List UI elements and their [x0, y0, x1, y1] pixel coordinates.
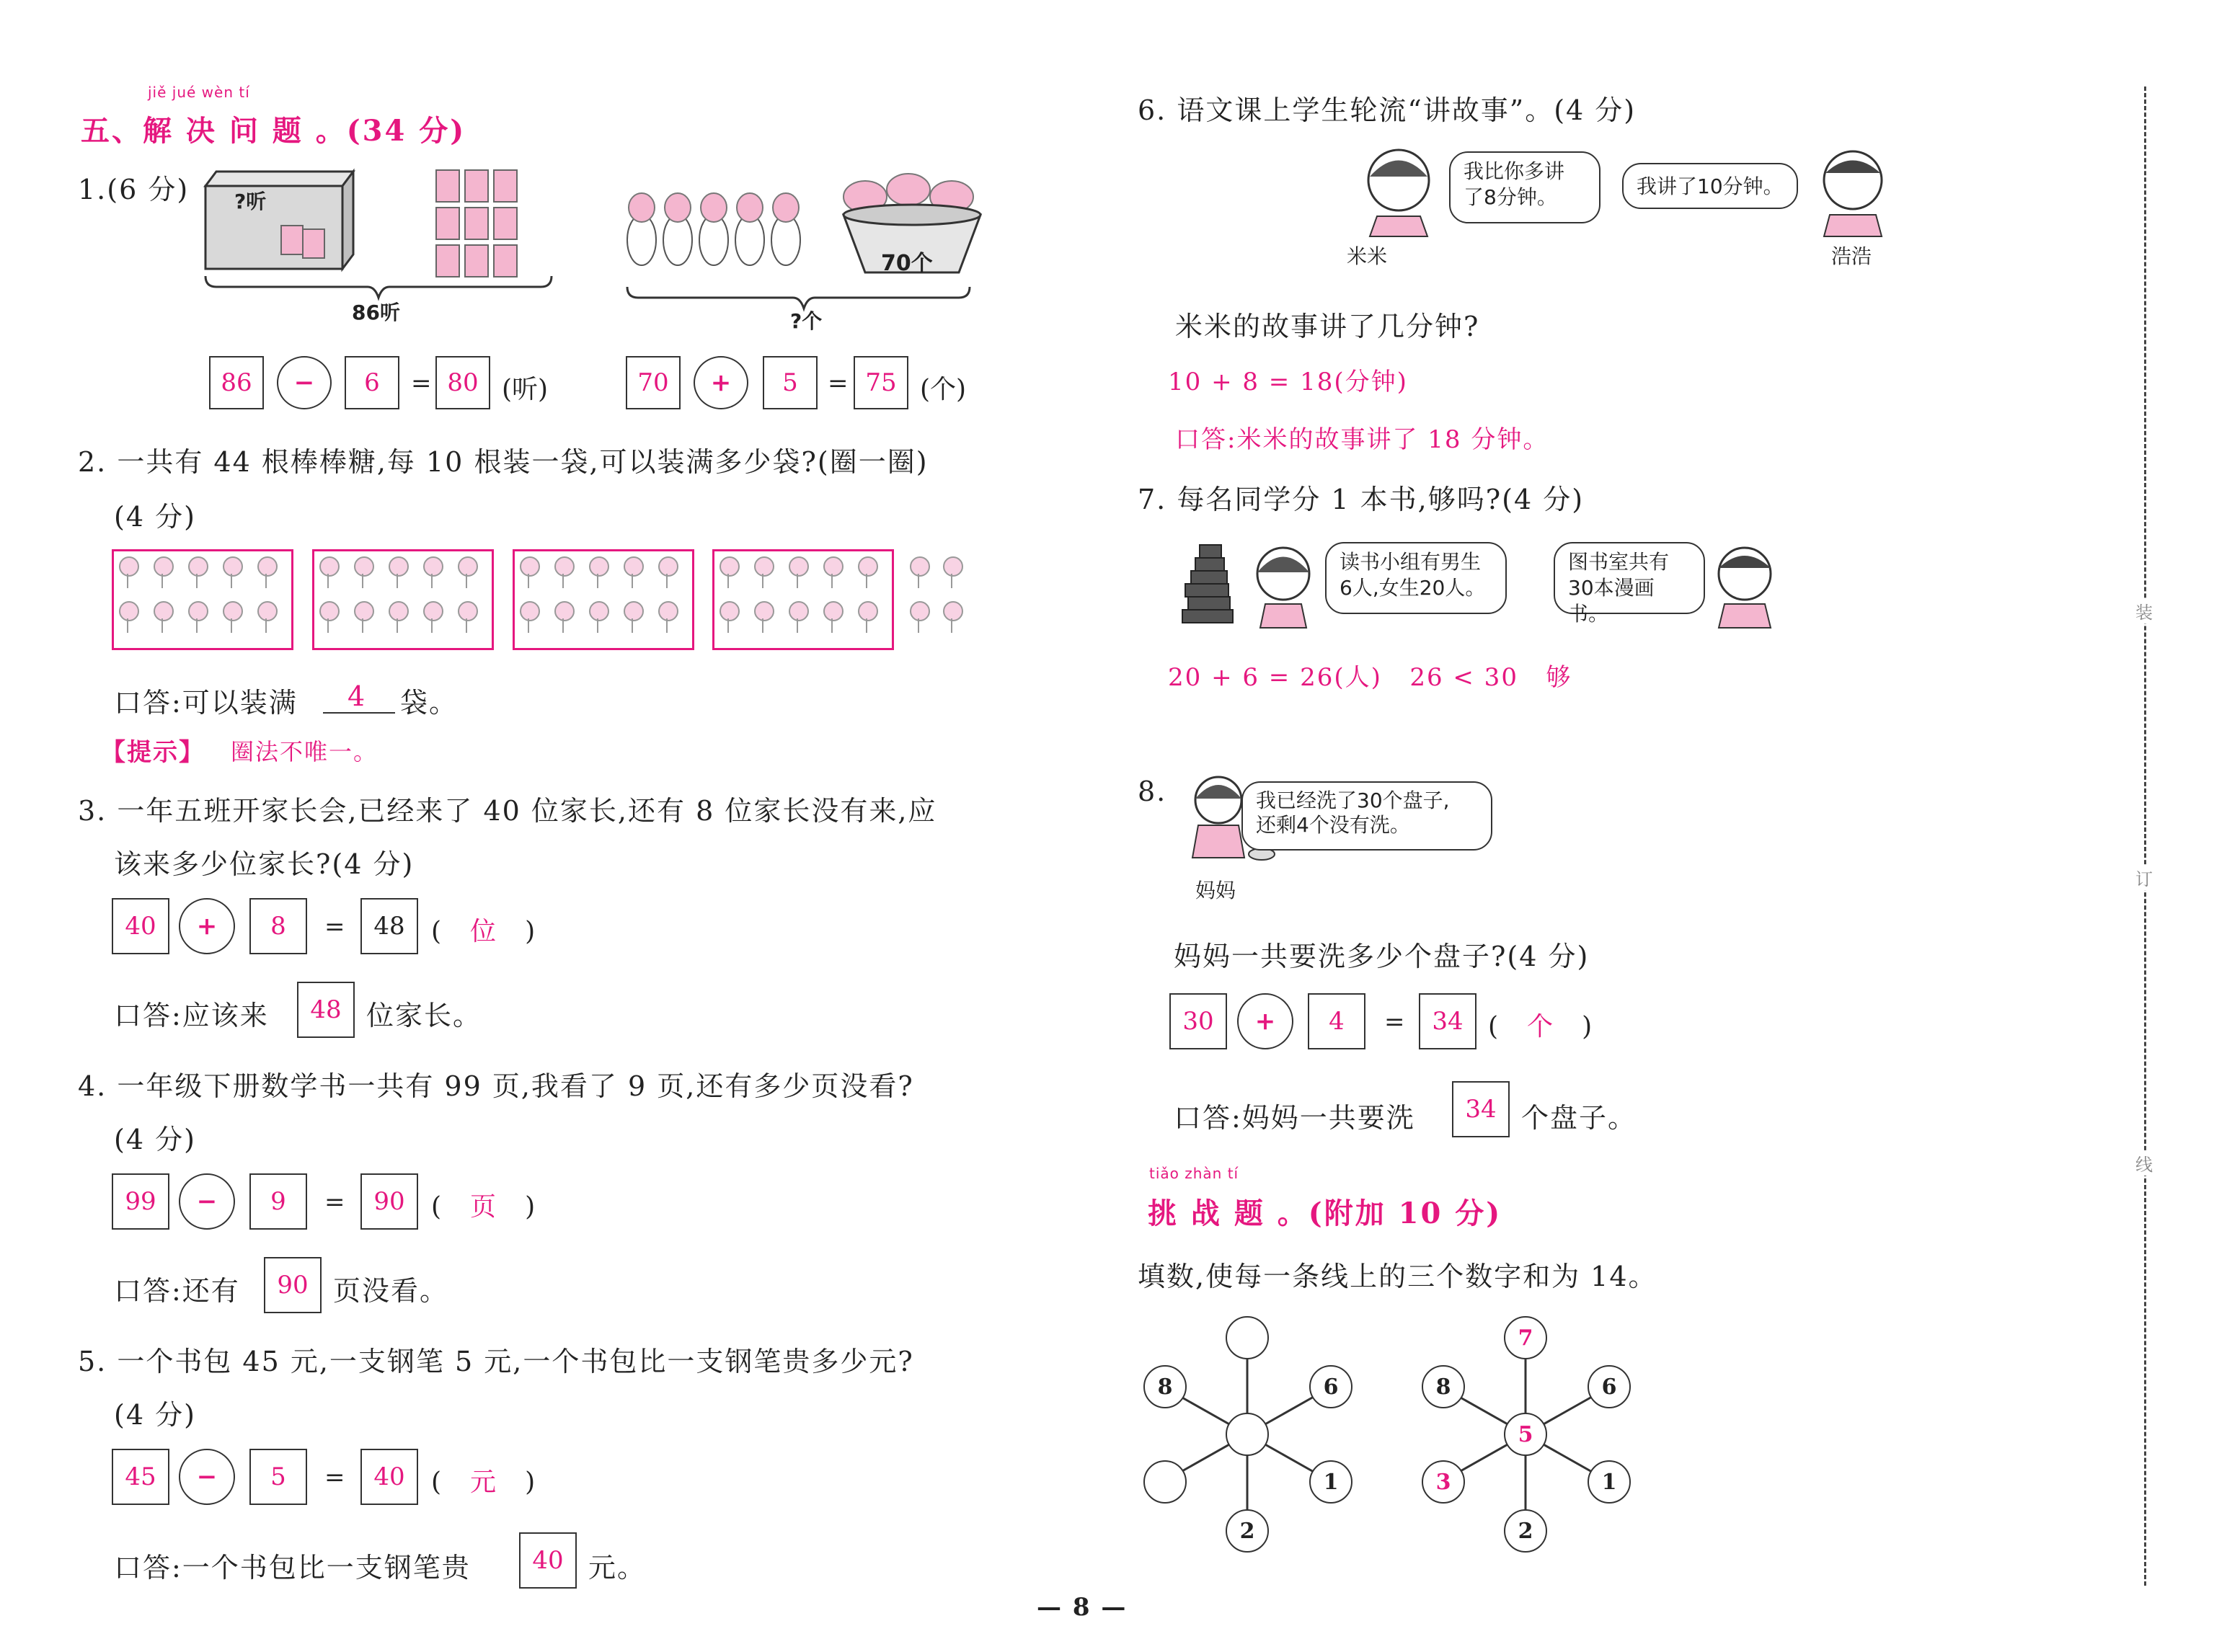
section5-pinyin: jiě jué wèn tí	[148, 84, 250, 101]
lollipop	[754, 556, 774, 577]
lollipop-stick	[762, 618, 763, 633]
q7-boy-illustration	[1709, 538, 1788, 631]
lollipop-stick	[265, 574, 267, 588]
lollipop-stick	[161, 574, 163, 588]
q2-answer-suffix: 袋。	[400, 687, 459, 719]
q6-name-mimi: 米米	[1347, 244, 1388, 268]
q8-eq-a: 30	[1169, 993, 1227, 1049]
puzzle2-node-bottom: 2	[1504, 1509, 1547, 1553]
q6-bubble-haohao: 我讲了10分钟。	[1622, 163, 1798, 209]
lollipop	[354, 556, 374, 577]
lollipop-stick	[161, 618, 163, 633]
q6-question: 米米的故事讲了几分钟?	[1175, 311, 1480, 342]
q1-total-label: 86听	[352, 301, 400, 324]
q1-eq1-unit: (听)	[502, 375, 549, 404]
lollipop	[354, 601, 374, 621]
q3-eq-b: 8	[249, 898, 307, 954]
lollipop	[789, 601, 809, 621]
q6-name-haohao: 浩浩	[1831, 244, 1872, 268]
lollipop-stick	[127, 574, 128, 588]
lollipop	[520, 556, 540, 577]
lollipop	[658, 556, 678, 577]
puzzle2-node-top: 7	[1504, 1316, 1547, 1359]
lollipop	[858, 601, 878, 621]
binding-dash-line	[2144, 86, 2146, 1586]
q1-basket-label: 70个	[881, 251, 933, 276]
lollipop-stick	[666, 574, 668, 588]
q6-bubble-mimi: 我比你多讲 了8分钟。	[1449, 151, 1600, 223]
q4-line2: (4 分)	[114, 1124, 196, 1155]
q2-answer-prefix: 口答:可以装满	[114, 687, 298, 719]
girl-mimi-illustration	[1355, 144, 1456, 238]
q1-box-question: ?听	[234, 190, 267, 213]
lollipop-stick	[397, 618, 398, 633]
q5-answer-suffix: 元。	[588, 1552, 647, 1584]
page-number: — 8 —	[1037, 1593, 1128, 1622]
q1-eq1-b: 6	[345, 356, 399, 409]
lollipop	[910, 556, 930, 577]
challenge-pinyin: tiǎo zhàn tí	[1149, 1165, 1239, 1182]
q5-eq-op: −	[179, 1449, 235, 1505]
q1-eq1-op: −	[277, 356, 332, 409]
lollipop	[520, 601, 540, 621]
lollipop-stick	[231, 618, 232, 633]
q4-answer-prefix: 口答:还有	[114, 1275, 240, 1307]
lollipop	[554, 601, 575, 621]
q8-label: 8.	[1138, 776, 1167, 807]
lollipop	[658, 601, 678, 621]
puzzle2-node-left-bottom: 3	[1422, 1460, 1465, 1504]
lollipop-stick	[797, 618, 798, 633]
lollipop-stick	[918, 618, 919, 633]
q1-eq2-unit: (个)	[920, 375, 967, 404]
lollipop-stick	[196, 574, 198, 588]
challenge-title: 挑 战 题 。(附加 10 分)	[1148, 1196, 1502, 1230]
lollipop	[823, 601, 844, 621]
lollipop-stick	[528, 574, 529, 588]
lollipop	[720, 556, 740, 577]
lollipop-stick	[666, 618, 668, 633]
lollipop	[789, 556, 809, 577]
q5-answer-value: 40	[519, 1532, 577, 1589]
lollipop	[754, 601, 774, 621]
q4-line1: 4. 一年级下册数学书一共有 99 页,我看了 9 页,还有多少页没看?	[78, 1070, 914, 1102]
q8-bubble-mom: 我已经洗了30个盘子, 还剩4个没有洗。	[1241, 781, 1492, 851]
lollipop	[720, 601, 740, 621]
q1-eq2-b: 5	[763, 356, 818, 409]
q7-bubble-girl: 读书小组有男生 6人,女生20人。	[1325, 542, 1507, 614]
lollipop	[223, 556, 243, 577]
boy-haohao-illustration	[1810, 144, 1903, 238]
q6-answer: 口答:米米的故事讲了 18 分钟。	[1175, 425, 1549, 454]
binding-char-c: 线	[2135, 1150, 2153, 1176]
lollipop-stick	[797, 574, 798, 588]
lollipop	[223, 601, 243, 621]
puzzle2-node-center: 5	[1504, 1413, 1547, 1456]
lollipop	[943, 556, 963, 577]
puzzle1-node-top	[1226, 1316, 1269, 1359]
q4-eq-b: 9	[249, 1173, 307, 1230]
lollipop	[858, 556, 878, 577]
lollipop-stick	[231, 574, 232, 588]
lollipop	[554, 556, 575, 577]
lollipop-stick	[727, 574, 729, 588]
lollipop	[589, 601, 609, 621]
q5-eq-unit: ( 元 )	[431, 1467, 536, 1497]
lollipop	[188, 601, 208, 621]
lollipop-stick	[762, 574, 763, 588]
q2-hint-label: 【提示】	[101, 738, 205, 767]
q5-answer-prefix: 口答:一个书包比一支钢笔贵	[114, 1552, 471, 1584]
q2-answer-blank	[323, 712, 395, 714]
q8-eq-op: +	[1237, 993, 1293, 1049]
q3-line1: 3. 一年五班开家长会,已经来了 40 位家长,还有 8 位家长没有来,应	[78, 795, 937, 827]
q4-eq-unit: ( 页 )	[431, 1192, 536, 1222]
q2-answer-value: 4	[347, 680, 367, 712]
q5-eq-result: 40	[360, 1449, 418, 1505]
lollipop	[119, 556, 139, 577]
q4-eq-a: 99	[112, 1173, 169, 1230]
lollipop-stick	[727, 618, 729, 633]
lollipop	[319, 601, 340, 621]
q3-eq-equals: =	[324, 912, 345, 941]
q4-eq-op: −	[179, 1173, 235, 1230]
lollipop-stick	[831, 618, 833, 633]
q4-answer-value: 90	[264, 1257, 322, 1313]
puzzle2-node-right-bottom: 1	[1588, 1460, 1631, 1504]
lollipop	[423, 556, 443, 577]
q5-line2: (4 分)	[114, 1399, 196, 1431]
lollipop-stick	[597, 618, 598, 633]
lollipop-stick	[951, 574, 952, 588]
q3-answer-suffix: 位家长。	[366, 1000, 482, 1031]
q8-eq-b: 4	[1308, 993, 1365, 1049]
q5-line1: 5. 一个书包 45 元,一支钢笔 5 元,一个书包比一支钢笔贵多少元?	[78, 1346, 914, 1377]
lollipop-stick	[327, 618, 329, 633]
q2-line2: (4 分)	[114, 501, 196, 533]
lollipop	[257, 601, 278, 621]
puzzle2-node-left-top: 8	[1422, 1365, 1465, 1408]
lollipop-stick	[632, 574, 633, 588]
section5-title: 五、解 决 问 题 。(34 分)	[81, 114, 466, 148]
q5-eq-a: 45	[112, 1449, 169, 1505]
lollipop-stick	[831, 574, 833, 588]
lollipop-stick	[562, 618, 564, 633]
q4-eq-result: 90	[360, 1173, 418, 1230]
q6-title: 6. 语文课上学生轮流“讲故事”。(4 分)	[1138, 94, 1637, 126]
q1-eq2-a: 70	[626, 356, 681, 409]
lollipop-stick	[632, 618, 633, 633]
lollipop	[943, 601, 963, 621]
puzzle2-node-right-top: 6	[1588, 1365, 1631, 1408]
puzzle1-node-right-top: 6	[1309, 1365, 1352, 1408]
q3-line2: 该来多少位家长?(4 分)	[114, 848, 415, 880]
lollipop	[119, 601, 139, 621]
lollipop	[389, 601, 409, 621]
lollipop	[589, 556, 609, 577]
q3-answer-value: 48	[297, 982, 355, 1038]
lollipop-stick	[951, 618, 952, 633]
q4-answer-suffix: 页没看。	[333, 1275, 449, 1307]
lollipop-stick	[362, 618, 363, 633]
q8-question: 妈妈一共要洗多少个盘子?(4 分)	[1174, 941, 1590, 972]
lollipop-stick	[431, 618, 433, 633]
lollipop-stick	[397, 574, 398, 588]
q3-eq-op: +	[179, 898, 235, 954]
q2-line1: 2. 一共有 44 根棒棒糖,每 10 根装一袋,可以装满多少袋?(圈一圈)	[78, 446, 929, 478]
lollipop	[458, 601, 478, 621]
lollipop-stick	[466, 574, 467, 588]
q2-hint-text: 圈法不唯一。	[231, 738, 378, 765]
q8-eq-result: 34	[1419, 993, 1476, 1049]
lollipop-stick	[528, 618, 529, 633]
q3-answer-prefix: 口答:应该来	[114, 1000, 269, 1031]
lollipop	[423, 601, 443, 621]
q1-eq1-equals: =	[411, 369, 432, 398]
q1-eq2-equals: =	[828, 369, 849, 398]
q7-work: 20 + 6 = 26(人) 26 < 30 够	[1168, 663, 1572, 692]
lollipop-stick	[918, 574, 919, 588]
lollipop	[154, 556, 174, 577]
q3-eq-result: 48	[360, 898, 418, 954]
lollipop	[154, 601, 174, 621]
q1-total2-label: ?个	[790, 309, 823, 333]
lollipop-stick	[196, 618, 198, 633]
puzzle1-node-center	[1226, 1413, 1269, 1456]
lollipop-stick	[431, 574, 433, 588]
q1-label: 1.(6 分)	[78, 174, 190, 205]
q6-work: 10 + 8 = 18(分钟)	[1168, 368, 1408, 396]
q8-answer-value: 34	[1452, 1081, 1510, 1137]
q8-eq-unit: ( 个 )	[1488, 1012, 1593, 1042]
lollipop-stick	[562, 574, 564, 588]
puzzle1-node-left-bottom	[1143, 1460, 1187, 1504]
lollipop-stick	[362, 574, 363, 588]
challenge-instruction: 填数,使每一条线上的三个数字和为 14。	[1138, 1261, 1657, 1292]
lollipop	[188, 556, 208, 577]
q5-eq-b: 5	[249, 1449, 307, 1505]
q7-books-girl-illustration	[1175, 538, 1319, 631]
q3-eq-a: 40	[112, 898, 169, 954]
q1-eq1-result: 80	[435, 356, 490, 409]
lollipop-stick	[265, 618, 267, 633]
q8-eq-equals: =	[1384, 1008, 1405, 1036]
q8-name-mom: 妈妈	[1195, 879, 1236, 902]
q5-eq-equals: =	[324, 1463, 345, 1492]
binding-char-a: 装	[2135, 598, 2153, 623]
binding-char-b: 订	[2135, 865, 2153, 890]
puzzle1-node-left-top: 8	[1143, 1365, 1187, 1408]
lollipop	[458, 556, 478, 577]
q4-eq-equals: =	[324, 1188, 345, 1217]
lollipop	[624, 556, 644, 577]
lollipop-stick	[466, 618, 467, 633]
q3-eq-unit: ( 位 )	[431, 917, 536, 946]
lollipop-stick	[597, 574, 598, 588]
lollipop-stick	[866, 574, 867, 588]
q1-eq2-result: 75	[854, 356, 908, 409]
puzzle1-node-bottom: 2	[1226, 1509, 1269, 1553]
lollipop	[624, 601, 644, 621]
q7-title: 7. 每名同学分 1 本书,够吗?(4 分)	[1138, 484, 1585, 515]
lollipop	[910, 601, 930, 621]
lollipop	[389, 556, 409, 577]
lollipop	[319, 556, 340, 577]
lollipop	[823, 556, 844, 577]
q8-answer-suffix: 个盘子。	[1521, 1102, 1637, 1134]
lollipop-stick	[327, 574, 329, 588]
lollipop-stick	[127, 618, 128, 633]
q8-answer-prefix: 口答:妈妈一共要洗	[1174, 1102, 1415, 1134]
lollipop	[257, 556, 278, 577]
puzzle1-node-right-bottom: 1	[1309, 1460, 1352, 1504]
q1-eq2-op: +	[694, 356, 748, 409]
q1-eq1-a: 86	[209, 356, 264, 409]
lollipop-stick	[866, 618, 867, 633]
q7-bubble-boy: 图书室共有 30本漫画书。	[1554, 542, 1705, 614]
